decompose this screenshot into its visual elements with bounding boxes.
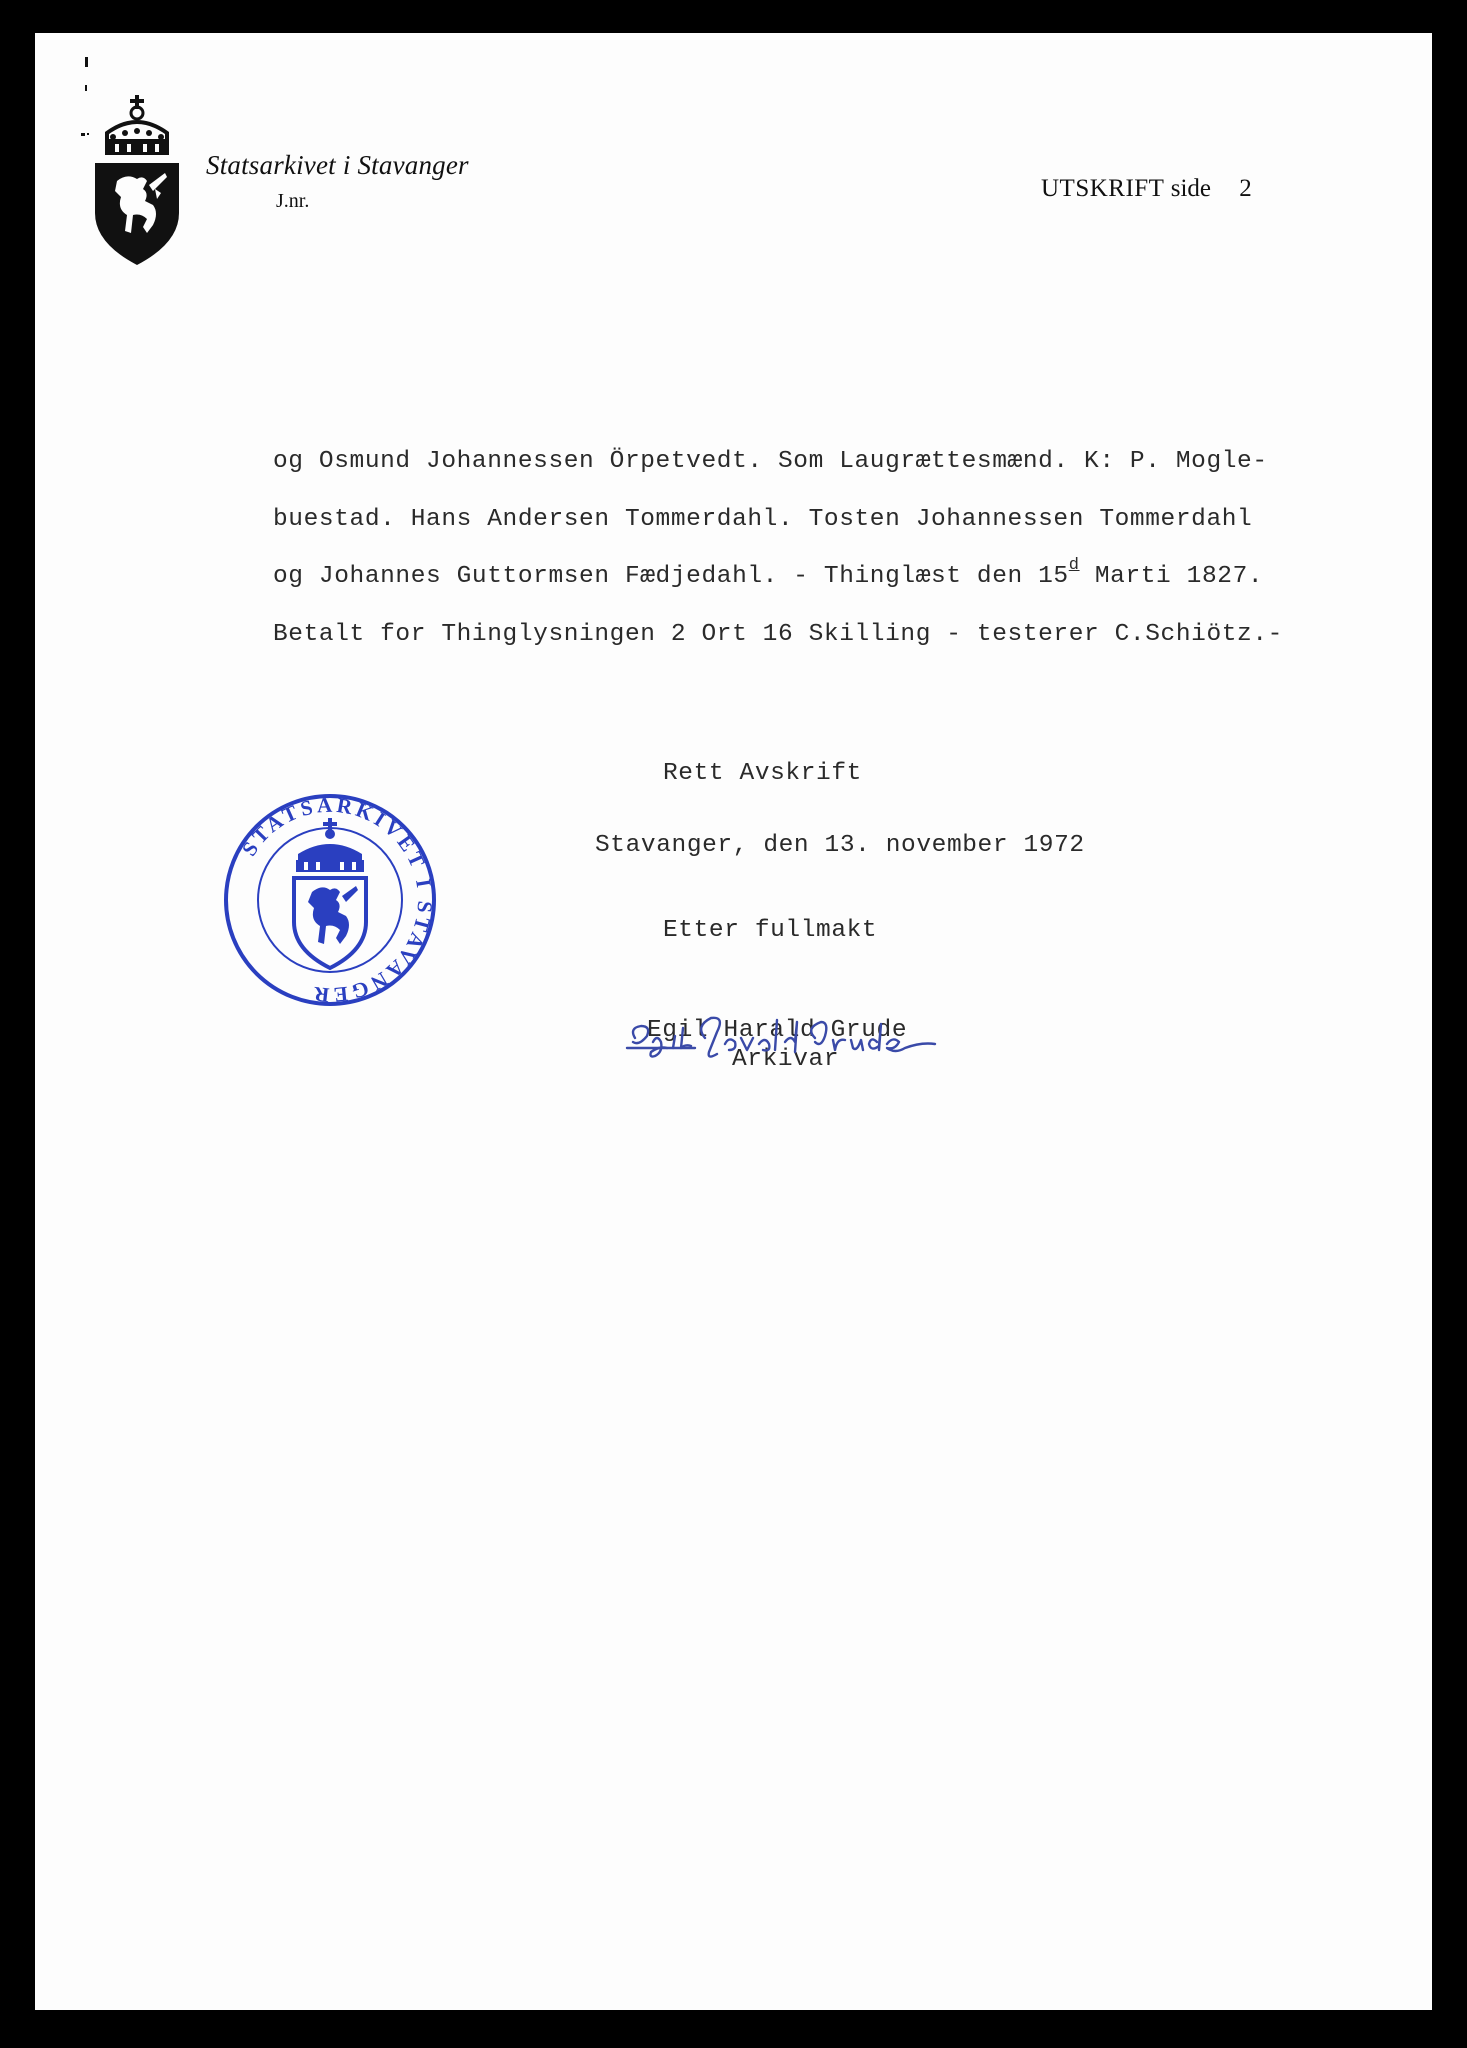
document-type: UTSKRIFT bbox=[1041, 175, 1165, 202]
journal-number-label: J.nr. bbox=[276, 190, 310, 212]
handwritten-signature bbox=[625, 1008, 975, 1083]
page-label: side bbox=[1170, 175, 1211, 202]
stamp-text: STATSARKIVET I STAVANGER bbox=[236, 792, 438, 1008]
document-header bbox=[1041, 175, 1252, 203]
svg-text:STATSARKIVET I STAVANGER bbox=[237, 793, 437, 1008]
page-number: 2 bbox=[1239, 175, 1252, 202]
body-line-1: og Osmund Johannessen Örpetvedt. Som Laugrættesmænd. K: P. Mogle- bbox=[273, 448, 1268, 475]
body-line-3 bbox=[273, 548, 1283, 606]
document-page bbox=[35, 33, 1432, 2010]
place-date: Stavanger, den 13. november 1972 bbox=[595, 832, 1085, 859]
signer-name: Egil Harald Grude bbox=[647, 1017, 908, 1044]
official-stamp bbox=[218, 788, 443, 1013]
certification-text: Rett Avskrift bbox=[663, 760, 862, 787]
body-line-2: buestad. Hans Andersen Tommerdahl. Tosten Johannessen Tommerdahl bbox=[273, 505, 1253, 533]
institution-name: Statsarkivet i Stavanger bbox=[206, 150, 469, 180]
body-line-3-text: og Johannes Guttormsen Fædjedahl. - Thinglæst den 15 bbox=[273, 563, 1069, 590]
authority-text: Etter fullmakt bbox=[663, 917, 878, 944]
signer-title: Arkivar bbox=[732, 1046, 840, 1073]
coat-of-arms-icon bbox=[87, 93, 187, 269]
body-line-3-date: Marti 1827. bbox=[1079, 563, 1264, 590]
body-line-4: Betalt for Thinglysningen 2 Ort 16 Skilling - testerer C.Schiötz.- bbox=[273, 620, 1283, 648]
transcript-body bbox=[273, 433, 1283, 663]
ordinal-superscript: d bbox=[1068, 555, 1080, 575]
